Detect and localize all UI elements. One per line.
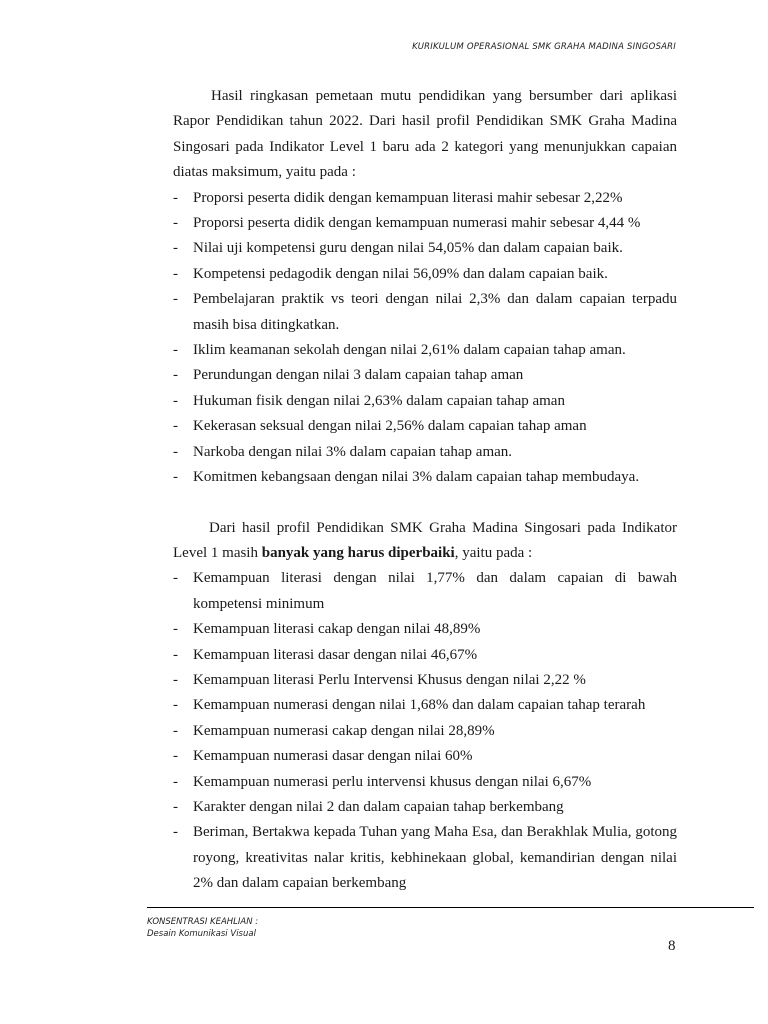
list-item xyxy=(173,795,677,820)
bullet-dash: - xyxy=(173,443,178,460)
section2-paragraph-start: Dari hasil profil Pendidikan SMK Graha Madina Singosari pada Indikator Level 1 masih xyxy=(173,519,677,561)
list-item-text: Kemampuan numerasi perlu intervensi khusus dengan nilai 6,67% xyxy=(193,773,592,790)
bullet-dash: - xyxy=(173,367,178,384)
bullet-dash: - xyxy=(173,671,178,688)
list-item-text: Narkoba dengan nilai 3% dalam capaian tahap aman. xyxy=(193,443,513,460)
list-item xyxy=(173,719,677,744)
bullet-dash: - xyxy=(173,215,178,232)
bullet-dash: - xyxy=(173,646,178,663)
list-item xyxy=(173,668,677,693)
list-item-text: Kemampuan literasi Perlu Intervensi Khusus dengan nilai 2,22 % xyxy=(193,671,586,688)
section2-paragraph-end: , yaitu pada : xyxy=(454,544,533,561)
list-item-text: Hukuman fisik dengan nilai 2,63% dalam capaian tahap aman xyxy=(193,392,565,409)
list-item xyxy=(173,338,677,363)
footer-divider xyxy=(147,907,754,908)
list-item xyxy=(173,236,677,261)
list-item xyxy=(173,744,677,769)
bullet-dash: - xyxy=(173,722,178,739)
footer-line1: KONSENTRASI KEAHLIAN : xyxy=(147,917,259,927)
list-item-text: Nilai uji kompetensi guru dengan nilai 54,05% dan dalam capaian baik. xyxy=(193,240,623,257)
bullet-dash: - xyxy=(173,621,178,638)
bullet-dash: - xyxy=(173,265,178,282)
bullet-dash: - xyxy=(173,469,178,486)
bullet-dash: - xyxy=(173,342,178,359)
list-item-text: Kemampuan numerasi cakap dengan nilai 28,89% xyxy=(193,722,495,739)
list-item-text: Proporsi peserta didik dengan kemampuan numerasi mahir sebesar 4,44 % xyxy=(193,215,641,232)
bullet-dash: - xyxy=(173,240,178,257)
list-item-text: Beriman, Bertakwa kepada Tuhan yang Maha Esa, dan Berakhlak Mulia, gotong royong, kreativitas nalar kritis, kebhinekaan global, kemandirian dengan nilai 2% dan dalam capaian berkembang xyxy=(193,824,677,892)
bullet-dash: - xyxy=(173,291,178,308)
bullet-dash: - xyxy=(173,773,178,790)
list-item-text: Kemampuan literasi dengan nilai 1,77% dan dalam capaian di bawah kompetensi minimum xyxy=(193,570,677,612)
list-item xyxy=(173,389,677,414)
list-item xyxy=(173,770,677,795)
list-item xyxy=(173,186,677,211)
section2-paragraph-bold: banyak yang harus diperbaiki xyxy=(261,544,455,561)
bullet-dash: - xyxy=(173,697,178,714)
list-item xyxy=(173,262,677,287)
list-item-text: Kompetensi pedagodik dengan nilai 56,09% dan dalam capaian baik. xyxy=(193,265,608,282)
list-item-text: Proporsi peserta didik dengan kemampuan literasi mahir sebesar 2,22% xyxy=(193,189,623,206)
bullet-dash: - xyxy=(173,392,178,409)
list-item xyxy=(173,465,677,490)
bullet-dash: - xyxy=(173,798,178,815)
list-item-text: Komitmen kebangsaan dengan nilai 3% dalam capaian tahap membudaya. xyxy=(193,469,640,486)
bullet-dash: - xyxy=(173,748,178,765)
list-item xyxy=(173,440,677,465)
document-body xyxy=(173,84,677,897)
list-item-text: Iklim keamanan sekolah dengan nilai 2,61% dalam capaian tahap aman. xyxy=(193,342,626,359)
list-item-text: Karakter dengan nilai 2 dan dalam capaian tahap berkembang xyxy=(193,798,564,815)
list-item-text: Kemampuan numerasi dasar dengan nilai 60% xyxy=(193,748,473,765)
list-item-text: Pembelajaran praktik vs teori dengan nilai 2,3% dan dalam capaian terpadu masih bisa ditingkatkan. xyxy=(193,291,677,333)
list-item xyxy=(173,617,677,642)
section2-paragraph xyxy=(173,516,677,567)
running-header: KURIKULUM OPERASIONAL SMK GRAHA MADINA SINGOSARI xyxy=(412,42,676,52)
list-item xyxy=(173,363,677,388)
list-item-text: Perundungan dengan nilai 3 dalam capaian tahap aman xyxy=(193,367,524,384)
list-item xyxy=(173,643,677,668)
section1-paragraph: Hasil ringkasan pemetaan mutu pendidikan yang bersumber dari aplikasi Rapor Pendidikan tahun 2022. Dari hasil profil Pendidikan SMK Graha Madina Singosari pada Indikator Level 1 baru ada 2 kategori yang menunjukkan capaian diatas maksimum, yaitu pada : xyxy=(173,88,677,181)
list-item-text: Kekerasan seksual dengan nilai 2,56% dalam capaian tahap aman xyxy=(193,418,587,435)
bullet-dash: - xyxy=(173,189,178,206)
list-item xyxy=(173,820,677,896)
list-item-text: Kemampuan literasi cakap dengan nilai 48,89% xyxy=(193,621,481,638)
list-item xyxy=(173,287,677,338)
list-item xyxy=(173,693,677,718)
bullet-dash: - xyxy=(173,418,178,435)
bullet-dash: - xyxy=(173,824,178,841)
list-item xyxy=(173,566,677,617)
footer xyxy=(147,916,258,940)
section1-list xyxy=(173,186,677,491)
list-item-text: Kemampuan numerasi dengan nilai 1,68% dan dalam capaian tahap terarah xyxy=(193,697,646,714)
bullet-dash: - xyxy=(173,570,178,587)
list-item xyxy=(173,211,677,236)
list-item-text: Kemampuan literasi dasar dengan nilai 46,67% xyxy=(193,646,478,663)
section-gap xyxy=(173,491,677,516)
footer-line2: Desain Komunikasi Visual xyxy=(147,929,256,939)
list-item xyxy=(173,414,677,439)
page-number: 8 xyxy=(668,938,676,954)
section2-list xyxy=(173,566,677,896)
